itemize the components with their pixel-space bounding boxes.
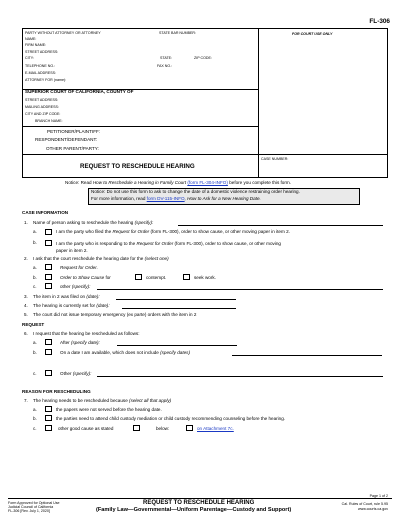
item7c-below-text: below: [156, 426, 170, 431]
dv-notice-line1: Notice: Do not use this form to ask to change the date of a domestic violence restraining order hearing. [91, 189, 300, 194]
dv-notice-prefix: For more information, read [91, 196, 146, 201]
item4-num: 4. [24, 303, 28, 308]
court-cityzip-label[interactable]: CITY AND ZIP CODE: [25, 112, 61, 116]
item1b-checkbox[interactable] [45, 240, 52, 246]
attorney-for-label[interactable]: ATTORNEY FOR (name): [25, 78, 67, 82]
page-number: Page 1 of 2 [369, 494, 388, 498]
section-request: REQUEST [22, 322, 45, 327]
item6a-text: After (specify date): [60, 340, 100, 345]
item2b-contempt-text: contempt. [146, 275, 167, 280]
item2b-checkbox[interactable] [45, 274, 52, 280]
item7c-checkbox[interactable] [45, 425, 52, 431]
dv115-info-link[interactable]: form DV-115-INFO [146, 196, 185, 201]
footer-subtitle: (Family Law—Governmental—Uniform Parentage—Custody and Support) [96, 507, 292, 513]
court-branch-label[interactable]: BRANCH NAME: [35, 119, 63, 123]
item1-name-field[interactable] [178, 225, 383, 226]
footer-rules: Cal. Rules of Court, rule 5.95 [341, 502, 388, 506]
item2b-contempt-checkbox[interactable] [135, 274, 142, 280]
item7a-text: the papers were not served before the hearing date. [56, 407, 162, 412]
header-divider-2 [22, 126, 258, 127]
telephone-label[interactable]: TELEPHONE NO.: [25, 64, 56, 68]
fl304-info-link[interactable]: (form FL-304-INFO) [187, 180, 228, 185]
item2c-text: other (specify): [60, 284, 91, 289]
item7a-checkbox[interactable] [45, 406, 52, 412]
other-party-label[interactable]: OTHER PARENT/PARTY: [46, 146, 99, 151]
item6c-letter: c. [33, 371, 37, 376]
item3-date-field[interactable] [116, 299, 236, 300]
case-number-divider [258, 154, 259, 178]
item2a-letter: a. [33, 265, 37, 270]
item2b-seekwork-text: seek work. [194, 275, 216, 280]
section-reason: REASON FOR RESCHEDULING [22, 389, 91, 394]
item3-text: The item in 2 was filed on (date): [33, 294, 100, 299]
item7c-below-checkbox[interactable] [133, 425, 140, 431]
item6a-checkbox[interactable] [45, 339, 52, 345]
form-title: REQUEST TO RESCHEDULE HEARING [80, 163, 195, 170]
court-use-label: FOR COURT USE ONLY [292, 32, 333, 36]
name-label[interactable]: NAME: [25, 37, 37, 41]
footer-website[interactable]: www.courts.ca.gov [358, 507, 388, 511]
item1a-letter: a. [33, 229, 37, 234]
item6b-checkbox[interactable] [45, 349, 52, 355]
case-number-label[interactable]: CASE NUMBER: [261, 157, 289, 161]
attorney-label: PARTY WITHOUT ATTORNEY OR ATTORNEY [25, 31, 101, 35]
item6-num: 6. [24, 331, 28, 336]
item1a-checkbox[interactable] [45, 229, 52, 235]
attorney-box [22, 28, 388, 178]
item2b-seekwork-checkbox[interactable] [183, 274, 190, 280]
item6c-checkbox[interactable] [45, 370, 52, 376]
item6b-text: On a date I am available, which does not include (specify dates) [60, 350, 190, 355]
item7c-attachment-checkbox[interactable] [186, 425, 193, 431]
item6a-date-field[interactable] [117, 345, 237, 346]
attachment-7c-link[interactable]: on Attachment 7c. [197, 426, 234, 431]
footer-council: Judicial Council of California [8, 505, 54, 509]
item1b-text: I am the party who is responding to the Request for Order (form FL-300), order to show cause, or other moving [56, 241, 281, 246]
section-case-info: CASE INFORMATION [22, 210, 69, 215]
item1b-letter: b. [33, 240, 37, 245]
notice-suffix: before you complete this form. [229, 180, 291, 185]
street-label[interactable]: STREET ADDRESS: [25, 50, 59, 54]
item7c-text: other good cause as stated [58, 426, 114, 431]
court-street-label[interactable]: STREET ADDRESS: [25, 98, 59, 102]
item5-num: 5. [24, 312, 28, 317]
item1-text: Name of person asking to reschedule the hearing (specify): [33, 220, 154, 225]
respondent-label[interactable]: RESPONDENT/DEFENDANT: [35, 137, 98, 142]
petitioner-label[interactable]: PETITIONER/PLAINTIFF: [47, 129, 101, 134]
zip-label[interactable]: ZIP CODE: [194, 56, 212, 60]
notice-italic: How to Reschedule a Hearing in Family Court [92, 180, 187, 185]
item2a-text: Request for Order. [60, 265, 98, 270]
item1a-text: I am the party who filed the Request for Order (form FL-300), order to show cause, or other moving paper in item 2. [56, 229, 290, 234]
item7b-letter: b. [33, 416, 37, 421]
form-id: FL-306 [369, 18, 390, 25]
item6-text: I request that the hearing be rescheduled as follows: [33, 331, 140, 336]
item2-text: I ask that the court reschedule the hearing date for the (select one) [33, 256, 169, 261]
bar-number-label: STATE BAR NUMBER: [159, 31, 197, 35]
court-use-divider [258, 28, 259, 154]
dv-notice-suffix: , How to Ask for a New Hearing Date. [184, 196, 261, 201]
firm-label[interactable]: FIRM NAME: [25, 43, 47, 47]
item3-num: 3. [24, 294, 28, 299]
item2c-checkbox[interactable] [45, 283, 52, 289]
item6b-dates-field[interactable] [232, 355, 382, 356]
city-label[interactable]: CITY: [25, 56, 34, 60]
item7b-checkbox[interactable] [45, 415, 52, 421]
item2c-letter: c. [33, 284, 37, 289]
item6c-field[interactable] [97, 376, 383, 377]
state-label[interactable]: STATE: [160, 56, 173, 60]
footer-approved: Form Approved for Optional Use [8, 501, 60, 505]
footer-rev: FL-306 [Rev. July 1, 2020] [8, 509, 50, 513]
item7-text: The hearing needs to be rescheduled because (select all that apply) [33, 398, 172, 403]
item7c-letter: c. [33, 426, 37, 431]
item2b-text: Order to Show Cause for [60, 275, 111, 280]
item7-num: 7. [24, 398, 28, 403]
dv-notice-line2 [91, 196, 261, 201]
court-mailing-label[interactable]: MAILING ADDRESS: [25, 105, 59, 109]
item1-num: 1. [24, 220, 28, 225]
item4-text: The hearing is currently set for (date): [33, 303, 110, 308]
item4-date-field[interactable] [122, 308, 236, 309]
notice-prefix: Notice: Read [65, 180, 92, 185]
item7b-text: the parties need to attend child custody mediation or child custody recommending counseling before the hearing. [56, 416, 286, 421]
footer-rule [8, 498, 392, 499]
item2b-letter: b. [33, 275, 37, 280]
item6b-letter: b. [33, 350, 37, 355]
header-divider-3 [22, 154, 388, 155]
footer-title: REQUEST TO RESCHEDULE HEARING [143, 500, 255, 506]
notice-line [65, 180, 291, 185]
item6c-text: Other (specify): [60, 371, 92, 376]
item5-text: The court did not issue temporary emergency (ex parte) orders with the item in 2 [33, 312, 197, 317]
court-title: SUPERIOR COURT OF CALIFORNIA, COUNTY OF [25, 89, 134, 94]
item7a-letter: a. [33, 407, 37, 412]
item2a-checkbox[interactable] [45, 264, 52, 270]
fax-label[interactable]: FAX NO.: [157, 64, 173, 68]
email-label[interactable]: E-MAIL ADDRESS: [25, 71, 57, 75]
item6a-letter: a. [33, 340, 37, 345]
item2-num: 2. [24, 256, 28, 261]
item2c-field[interactable] [97, 289, 383, 290]
item1b-text-cont: paper in item 2. [56, 248, 88, 253]
